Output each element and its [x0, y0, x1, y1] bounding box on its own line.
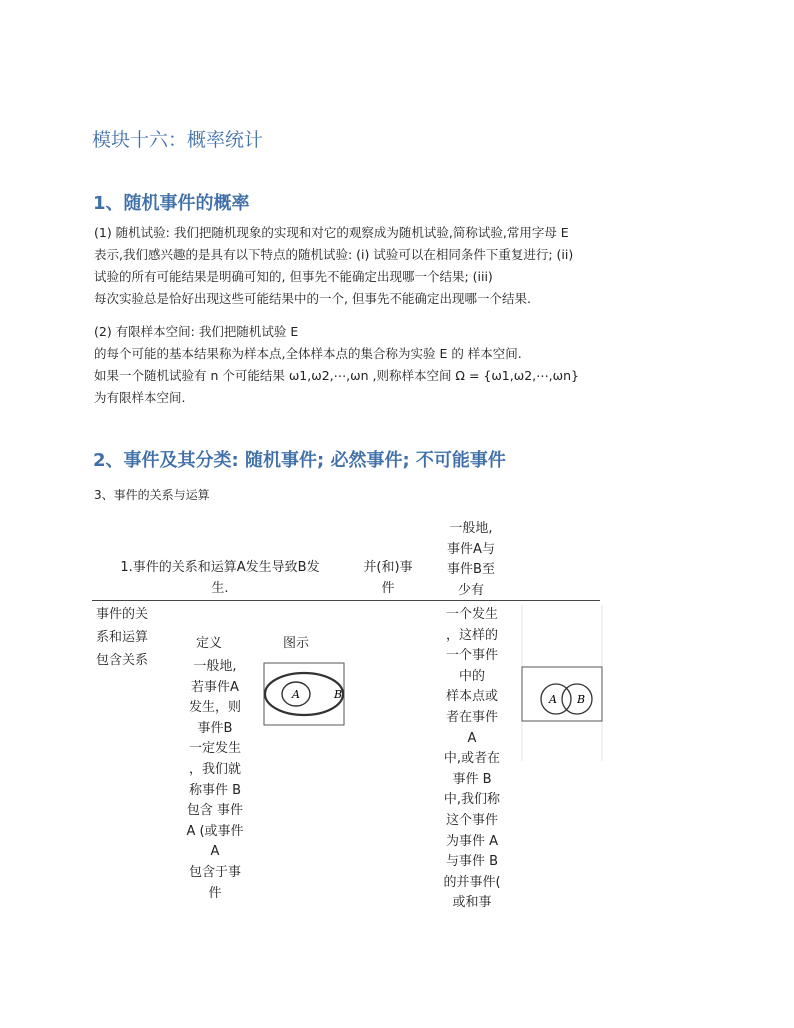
definition-line: 若事件A	[191, 679, 239, 695]
venn-label-a: A	[549, 693, 557, 706]
table-header-relations	[96, 558, 344, 599]
paragraph-line: 表示,我们感兴趣的是具有以下特点的随机试验: (i) 试验可以在相同条件下重复进行; (ii)	[94, 247, 574, 262]
union-venn-diagram	[520, 605, 604, 761]
header-line: 1.事件的关系和运算A发生导致B发	[120, 560, 320, 575]
paragraph-line: (1) 随机试验: 我们把随机现象的实现和对它的观察成为随机试验,简称试验,常用字母 E	[94, 225, 569, 240]
inclusion-venn-diagram	[263, 662, 345, 726]
header-line: 事件B至	[447, 562, 495, 577]
table-header-union-definition	[428, 519, 514, 601]
table-header-union	[354, 558, 422, 599]
inclusion-definition	[178, 657, 252, 904]
definition-line: 一个事件	[445, 648, 498, 664]
definition-line: 发生，则	[188, 700, 241, 716]
header-line: 并(和)事	[363, 560, 413, 575]
definition-line: 中,或者在	[443, 751, 501, 767]
venn-label-a: A	[292, 688, 300, 701]
header-line: 一般地,	[449, 521, 493, 536]
definition-line: 者在事件	[445, 709, 498, 725]
paragraph-line: (2) 有限样本空间: 我们把随机试验 E	[94, 324, 299, 339]
definition-line: ，这样的	[445, 627, 498, 643]
row-label-line: 事件的关	[96, 607, 149, 622]
definition-line: 包含于事	[188, 864, 241, 880]
table-divider	[92, 600, 600, 601]
venn-label-b: B	[577, 693, 586, 706]
header-line: 件	[381, 580, 395, 596]
definition-line: 一定发生	[188, 741, 241, 757]
paragraph-line: 为有限样本空间.	[94, 390, 186, 405]
header-line: 少有	[457, 582, 484, 598]
definition-line: 为事件 A	[445, 833, 499, 849]
union-definition	[428, 605, 516, 914]
definition-line: 包含 事件	[186, 803, 244, 819]
paragraph-line: 试验的所有可能结果是明确可知的, 但事先不能确定出现哪一个结果; (iii)	[94, 269, 493, 284]
definition-line: 的并事件(	[443, 874, 501, 890]
paragraph-line: 每次实验总是恰好出现这些可能结果中的一个, 但事先不能确定出现哪一个结果.	[94, 291, 531, 306]
definition-line: A	[467, 730, 477, 746]
row-label-line: 包含关系	[96, 653, 149, 668]
paragraph-random-experiment	[94, 222, 573, 310]
definition-line: A (或事件	[186, 823, 244, 839]
paragraph-line: 的每个可能的基本结果称为样本点,全体样本点的集合称为实验 E 的 样本空间.	[94, 346, 522, 361]
definition-line: 或和事	[452, 895, 492, 911]
paragraph-line: 如果一个随机试验有 n 个可能结果 ω1,ω2,⋯,ωn ,则称样本空间 Ω = {ω1,ω2,⋯,ωn}	[94, 368, 579, 383]
definition-line: ，我们就	[188, 761, 241, 777]
venn-label-b: B	[334, 688, 343, 701]
definition-line: 一个发生	[445, 607, 498, 622]
definition-line: 这个事件	[445, 812, 498, 828]
definition-header: 定义	[196, 636, 223, 651]
definition-line: 事件B	[197, 720, 233, 736]
page-title: 模块十六：概率统计	[92, 129, 264, 151]
definition-line: 一般地,	[193, 659, 237, 674]
section-heading-2: 2、事件及其分类: 随机事件; 必然事件; 不可能事件	[93, 450, 506, 471]
definition-line: A	[210, 844, 220, 860]
definition-line: 中,我们称	[443, 792, 501, 808]
header-line: 生.	[211, 580, 229, 596]
definition-line: 事件 B	[452, 771, 492, 787]
row-label	[96, 603, 176, 672]
definition-line: 中的	[458, 668, 485, 684]
definition-line: 称事件 B	[188, 782, 242, 798]
section-heading-1: 1、随机事件的概率	[93, 193, 250, 214]
definition-line: 件	[208, 885, 222, 901]
definition-line: 与事件 B	[445, 854, 499, 870]
figure-header: 图示	[283, 636, 310, 651]
row-label-line: 系和运算	[96, 630, 149, 645]
paragraph-sample-space	[94, 321, 579, 409]
section-heading-3: 3、事件的关系与运算	[94, 488, 210, 502]
definition-line: 样本点或	[445, 689, 498, 705]
header-line: 事件A与	[447, 541, 495, 557]
